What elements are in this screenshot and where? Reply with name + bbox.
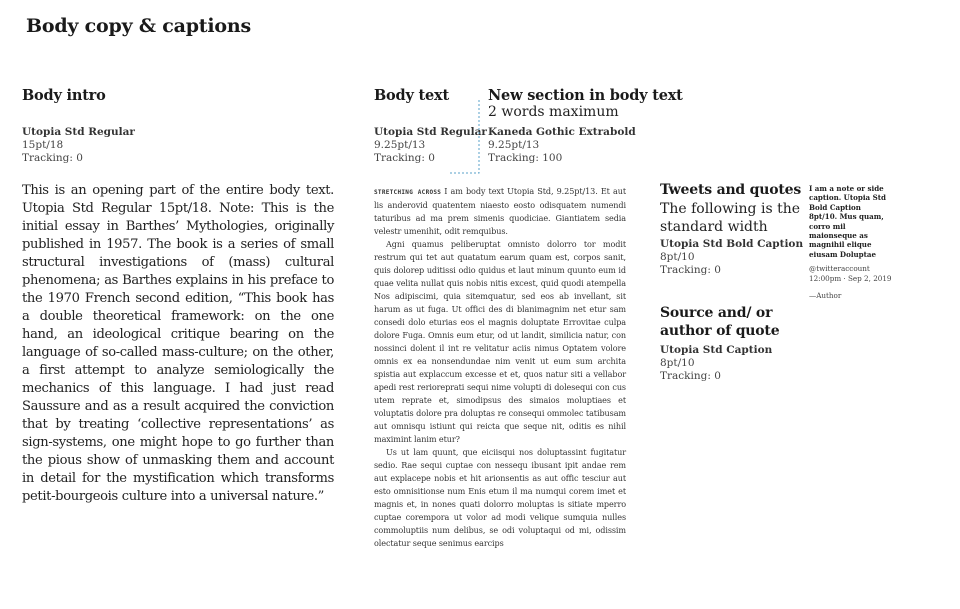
- page-title: Body copy & captions: [26, 15, 251, 37]
- new-section-tracking: Tracking: 100: [488, 152, 563, 164]
- body-text-size: 9.25pt/13: [374, 139, 426, 151]
- body-paragraph-2: Agni quamus peliberuptat omnisto dolorro tor modit restrum qui tet aut quatatum earum quam est, corpos sanit, quis dolorep uditissi odio quidus et laut minum quunto eum id quae velita nullat quis nobis nitis excest, quid quodi atempella Nos adipiscimi, quia sitemquatur, sed eos ab invellant, sit harum as ut fuga. Ut offici des di blanimagnim net etur sam consedi dolo eturias eos el magnis doluptate Errovitae culpa dolore Fuga. Omnis eum etur, od ut landit, similicia natur, con nossinci dolent il int re velitatur aciis nimus Optatem volore omnis ex ea nonsendundae nim venit ut eum sum archita spistia aut explaccum excesse et et, quos natur siti a vellabor apedi rest rerioreprati sequi nime volupti di dolesequi con cus utem reprate et, simodipsus des simaios moluptiaes et voluptatis dolore pra doluptas re consequi ommolec tatibusam aut omnisqu istiunt qui reicta que seque nit, oditis es nihil maximint lanim etur?: [374, 239, 626, 444]
- twitter-handle: @twitteraccount: [809, 264, 870, 273]
- body-text-heading: Body text: [374, 87, 450, 104]
- source-font: Utopia Std Caption: [660, 344, 773, 356]
- tweets-tracking: Tracking: 0: [660, 264, 721, 276]
- side-note-meta: [809, 264, 891, 284]
- lead-in-label: STRETCHING ACROSS: [374, 189, 442, 196]
- body-intro-tracking: Tracking: 0: [22, 152, 83, 164]
- body-intro-heading: Body intro: [22, 87, 106, 104]
- source-heading: Source and/ or author of quote: [660, 305, 780, 339]
- new-section-heading: New section in body text: [488, 87, 683, 104]
- body-paragraph-3: Us ut lam quunt, que eiciisqui nos doluptassint fugitatur sedio. Rae sequi cuptae con nessequ ibusant ipit andae rem aut explacepe nobis et hit arionsentis as aut offic tesciur aut esto omnisitionse num Enis etum il ma numqui corem imet et magnis et, in nones quati dolorro moluptas is sitiate mperro cuptae corempora ut volor ad modi velique sumquia nulles commoluptiis num delibus, se odi voluptaqui od mi, odissim olectatur seque senimus earcips: [374, 447, 626, 548]
- body-paragraph-1-text: I am body text Utopia Std, 9.25pt/13. Et aut lis anderovid quatentem niaesto eosto odisquatem numendi taturibus ad ma prem simenis quodiciae. Giantiatem sedia velestr umenihit, odit remquibus.: [374, 186, 626, 236]
- tweets-body: The following is the standard width: [660, 201, 801, 235]
- tweets-heading: Tweets and quotes: [660, 182, 802, 198]
- body-intro-size: 15pt/18: [22, 139, 64, 151]
- side-note-text: I am a note or side caption. Utopia Std Bold Caption 8pt/10. Mus quam, corro mil maionseque as magnihil elique eiusam Doluptae: [809, 184, 886, 259]
- body-text-sample: [374, 185, 626, 550]
- body-intro-text: This is an opening part of the entire body text. Utopia Std Regular 15pt/18. Note: This is the initial essay in Barthes’ Mythologies, originally published in 1957. The book is a series of small structural investigations of (mass) cultural phenomena; as Barthes explains in his preface to the 1970 French second edition, “This book has a double theoretical framework: on the one hand, an ideological critique bearing on the language of so-called mass-culture; on the other, a first attempt to analyze semiologically the mechanics of this language. I had just read Saussure and as a result acquired the conviction that by treating ‘collective representations’ as sign-systems, one might hope to go further than the pious show of unmasking them and account in detail for the mystification which transforms petit-bourgeois culture into a universal nature.”: [22, 183, 334, 504]
- new-section-size: 9.25pt/13: [488, 139, 540, 151]
- tweet-timestamp: 12:00pm · Sep 2, 2019: [809, 274, 892, 283]
- tweets-spec: [660, 238, 803, 277]
- body-text-font: Utopia Std Regular: [374, 126, 487, 138]
- quote-author: —Author: [809, 291, 842, 300]
- tweets-size: 8pt/10: [660, 251, 695, 263]
- body-paragraph-1: [374, 185, 626, 238]
- body-text-tracking: Tracking: 0: [374, 152, 435, 164]
- source-spec: [660, 344, 772, 383]
- new-section-font: Kaneda Gothic Extrabold: [488, 126, 636, 138]
- body-intro-font: Utopia Std Regular: [22, 126, 135, 138]
- tweets-font: Utopia Std Bold Caption: [660, 238, 804, 250]
- source-tracking: Tracking: 0: [660, 370, 721, 382]
- source-size: 8pt/10: [660, 357, 695, 369]
- new-section-subheading: 2 words maximum: [488, 104, 619, 120]
- new-section-spec: [488, 126, 636, 165]
- section-connector-line: [450, 100, 480, 174]
- body-intro-spec: [22, 126, 135, 165]
